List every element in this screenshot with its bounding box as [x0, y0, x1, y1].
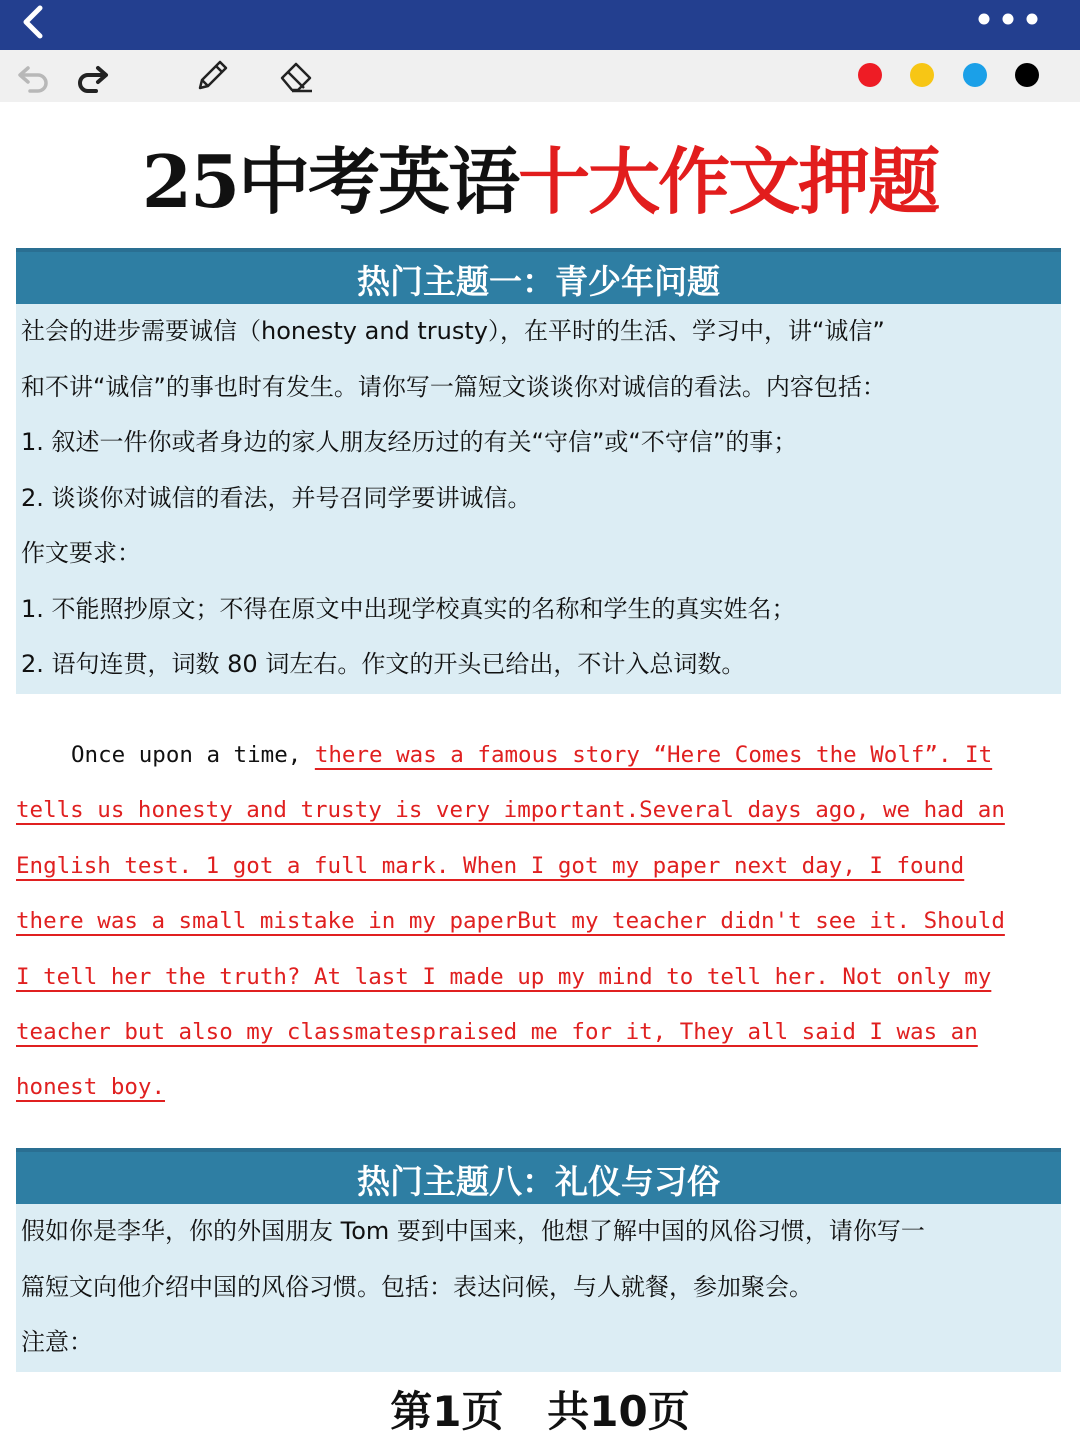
page-title	[0, 136, 1080, 228]
essay-opening: Once upon a time,	[71, 742, 315, 768]
section-1-line: 和不讲“诚信”的事也时有发生。请你写一篇短文谈谈你对诚信的看法。内容包括：	[21, 372, 886, 401]
essay-line	[16, 1060, 1066, 1115]
essay-underlined-text: I tell her the truth? At last I made up my mind to tell her. Not only my	[16, 963, 992, 990]
more-options-icon[interactable]	[978, 13, 1040, 25]
title-black-part: 25中考英语	[141, 139, 519, 224]
app-bar	[0, 0, 1080, 50]
section-1-line: 作文要求：	[21, 539, 141, 567]
essay-underlined-text: teacher but also my classmatespraised me for it, They all said I was an	[16, 1018, 978, 1045]
essay-line	[16, 839, 1066, 894]
annotation-toolbar	[0, 50, 1080, 102]
undo-icon[interactable]	[16, 58, 52, 94]
essay-line	[16, 894, 1066, 949]
topic-section-8	[16, 1148, 1061, 1372]
section-1-line: 1. 叙述一件你或者身边的家人朋友经历过的有关“守信”或“不守信”的事；	[21, 428, 798, 456]
section-1-line: 社会的进步需要诚信（honesty and trusty），在平时的生活、学习中，讲“诚信”	[21, 317, 885, 345]
essay-line	[16, 783, 1066, 838]
essay-line	[16, 1005, 1066, 1060]
section-8-line: 注意：	[21, 1328, 93, 1356]
section-8-header: 热门主题八：礼仪与习俗	[16, 1148, 1061, 1204]
sample-essay	[16, 728, 1066, 1116]
color-swatch-red[interactable]	[858, 63, 882, 87]
topic-section-1	[16, 248, 1061, 694]
essay-underlined-text: honest boy.	[16, 1074, 166, 1101]
section-1-line: 1. 不能照抄原文；不得在原文中出现学校真实的名称和学生的真实姓名；	[21, 594, 796, 623]
essay-underlined-text: tells us honesty and trusty is very important.Several days ago, we had an	[16, 797, 1005, 824]
color-swatch-yellow[interactable]	[910, 63, 934, 87]
title-red-part: 十大作文押题	[518, 139, 939, 224]
back-arrow-icon[interactable]	[14, 4, 50, 40]
section-1-header: 热门主题一：青少年问题	[16, 248, 1061, 304]
essay-line	[16, 950, 1066, 1005]
essay-underlined-text: English test. 1 got a full mark. When I got my paper next day, I found	[16, 852, 965, 879]
essay-underlined-text: there was a small mistake in my paperBut my teacher didn't see it. Should	[16, 908, 1005, 935]
color-swatch-black[interactable]	[1015, 63, 1039, 87]
pencil-icon[interactable]	[194, 58, 230, 94]
essay-line	[16, 728, 1066, 783]
section-1-line: 2. 谈谈你对诚信的看法，并号召同学要讲诚信。	[21, 483, 532, 512]
eraser-icon[interactable]	[278, 58, 314, 94]
color-swatch-blue[interactable]	[963, 63, 987, 87]
essay-underlined-text: there was a famous story “Here Comes the Wolf”. It	[314, 742, 993, 768]
section-8-line: 篇短文向他介绍中国的风俗习惯。包括：表达问候，与人就餐，参加聚会。	[21, 1272, 813, 1301]
section-8-line: 假如你是李华，你的外国朋友 Tom 要到中国来，他想了解中国的风俗习惯，请你写一	[21, 1217, 925, 1245]
section-1-line: 2. 语句连贯，词数 80 词左右。作文的开头已给出，不计入总词数。	[21, 650, 746, 678]
page-indicator: 第1页 共10页	[390, 1387, 690, 1436]
redo-icon[interactable]	[74, 58, 110, 94]
